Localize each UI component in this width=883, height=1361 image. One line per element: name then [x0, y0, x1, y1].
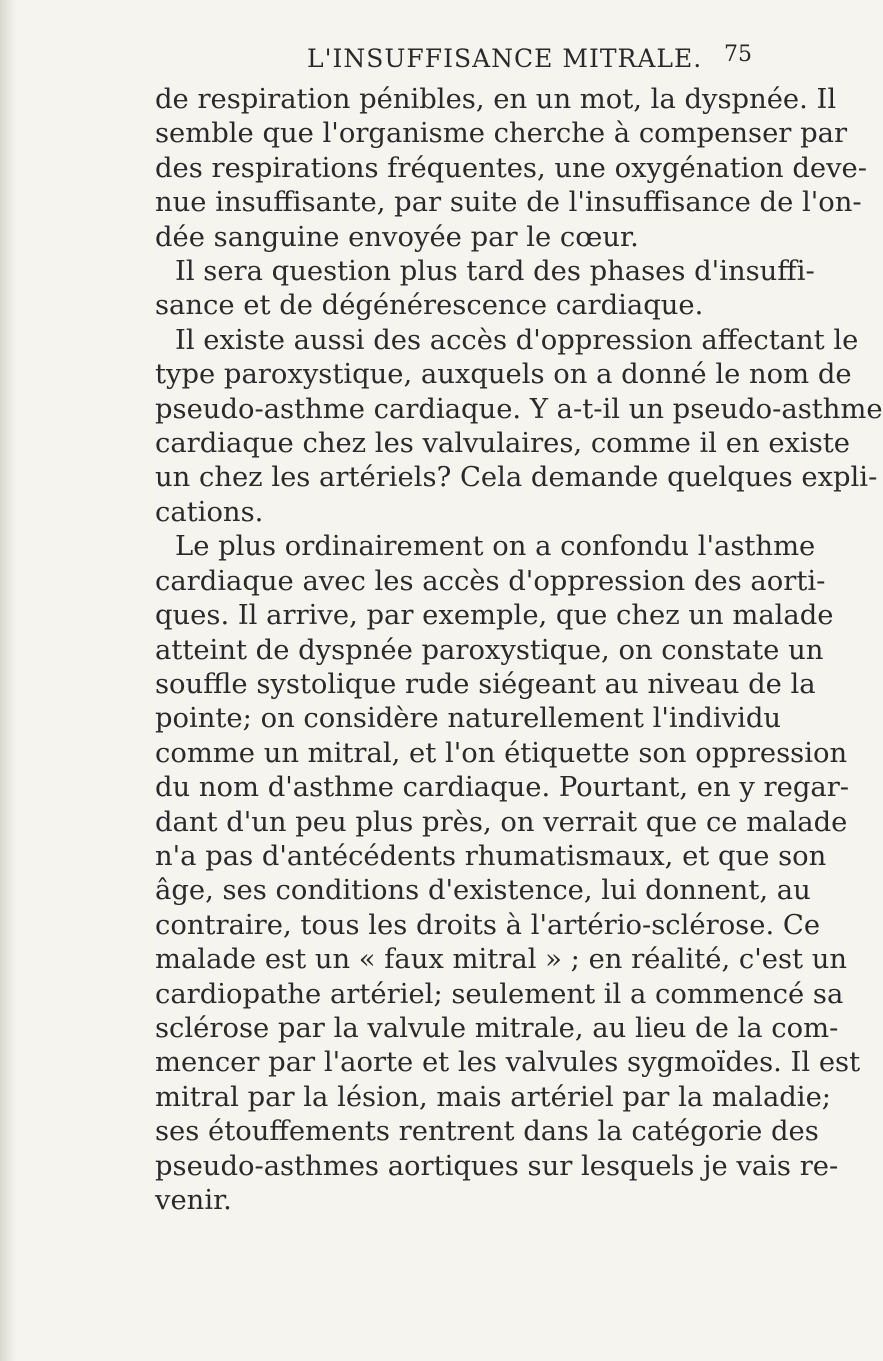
text-line: un chez les artériels? Cela demande quelques expli-: [155, 462, 878, 494]
body-text: [155, 83, 883, 1218]
text-line: Il sera question plus tard des phases d'insuffi-: [175, 256, 815, 288]
page-gutter-shadow: [0, 0, 16, 1361]
text-line: cardiaque avec les accès d'oppression des aorti-: [155, 565, 826, 597]
text-line: comme un mitral, et l'on étiquette son oppression: [155, 737, 848, 769]
text-line: sclérose par la valvule mitrale, au lieu de la com-: [155, 1012, 839, 1044]
text-line: pseudo-asthmes aortiques sur lesquels je vais re-: [155, 1150, 839, 1182]
text-line: Le plus ordinairement on a confondu l'asthme: [175, 531, 816, 563]
text-line: n'a pas d'antécédents rhumatismaux, et que son: [155, 840, 827, 872]
text-line: atteint de dyspnée paroxystique, on constate un: [155, 634, 824, 666]
text-line: ques. Il arrive, par exemple, que chez un malade: [155, 600, 834, 632]
text-line: semble que l'organisme cherche à compenser par: [155, 118, 848, 150]
text-line: malade est un « faux mitral » ; en réalité, c'est un: [155, 944, 848, 976]
text-line: nue insuffisante, par suite de l'insuffisance de l'on-: [155, 187, 862, 219]
text-line: contraire, tous les droits à l'artério-sclérose. Ce: [155, 909, 821, 941]
text-line: pseudo-asthme cardiaque. Y a-t-il un pseudo-asthme: [155, 393, 883, 425]
text-line: âge, ses conditions d'existence, lui donnent, au: [155, 875, 811, 907]
text-line: de respiration pénibles, en un mot, la dyspnée. Il: [155, 84, 837, 115]
running-header-title: L'INSUFFISANCE MITRALE.: [307, 44, 703, 73]
text-line: sance et de dégénérescence cardiaque.: [155, 290, 704, 322]
text-line: mitral par la lésion, mais artériel par la maladie;: [155, 1081, 832, 1113]
text-line: type paroxystique, auxquels on a donné le nom de: [155, 359, 852, 391]
text-line: mencer par l'aorte et les valvules sygmoïdes. Il est: [155, 1047, 861, 1079]
text-line: cations.: [155, 496, 264, 528]
text-line: ses étouffements rentrent dans la catégorie des: [155, 1116, 819, 1148]
text-line: cardiopathe artériel; seulement il a commencé sa: [155, 978, 844, 1010]
text-line: pointe; on considère naturellement l'individu: [155, 703, 782, 735]
text-line: venir.: [155, 1185, 232, 1216]
text-line: cardiaque chez les valvulaires, comme il en existe: [155, 428, 851, 460]
text-line: dant d'un peu plus près, on verrait que ce malade: [155, 806, 848, 838]
text-line: Il existe aussi des accès d'oppression affectant le: [175, 324, 859, 356]
text-line: du nom d'asthme cardiaque. Pourtant, en y regar-: [155, 772, 850, 804]
text-line: dée sanguine envoyée par le cœur.: [155, 221, 639, 253]
page-number: 75: [724, 42, 752, 67]
text-line: des respirations fréquentes, une oxygénation deve-: [155, 152, 868, 184]
text-line: souffle systolique rude siégeant au niveau de la: [155, 668, 816, 700]
